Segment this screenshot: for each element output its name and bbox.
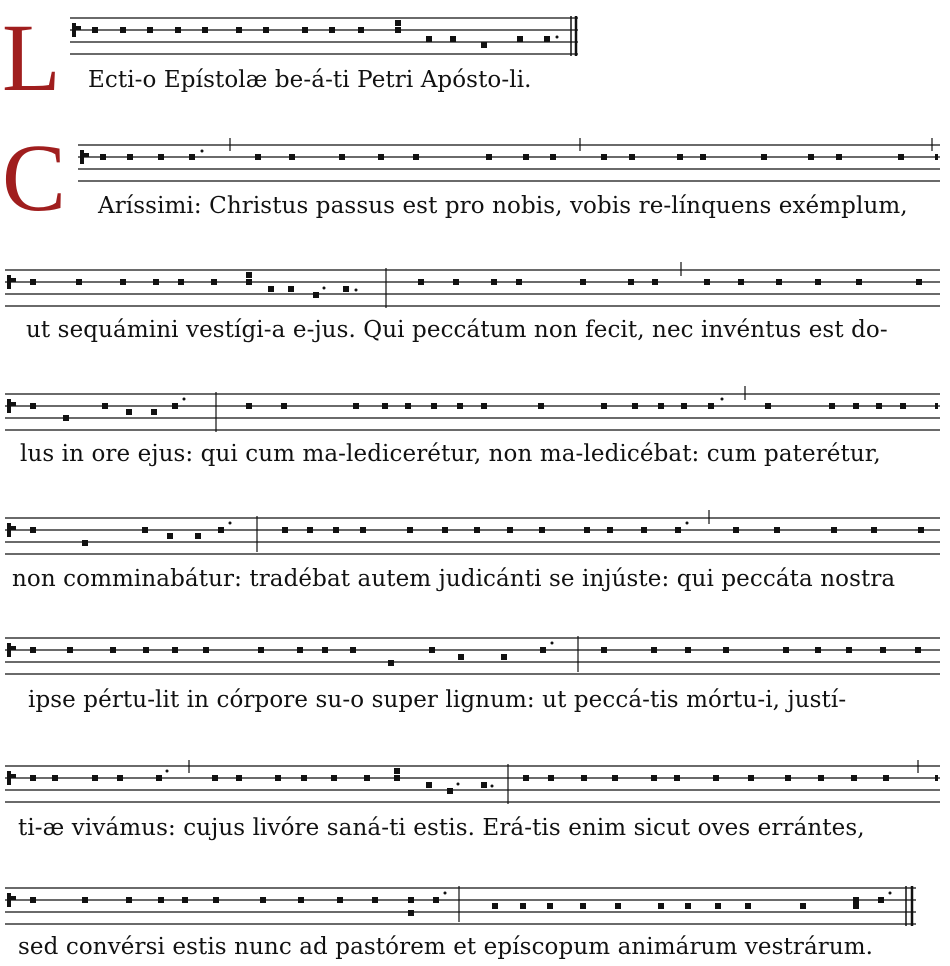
lyric-line-4: lus in ore ejus: qui cum ma-ledicerétur, non ma-ledicébat: cum paterétur,: [20, 441, 881, 467]
lyric-line-6: ipse pértu-lit in córpore su-o super lignum: ut peccá-tis mórtu-i, justí-: [28, 687, 847, 713]
staff-8: [5, 886, 916, 926]
staff-6: [5, 636, 940, 674]
staff-5: [5, 510, 940, 554]
drop-cap-initial-l: L: [2, 4, 61, 111]
staff-7: [5, 760, 940, 804]
drop-cap-initial-c: C: [2, 124, 67, 231]
staff-4: [5, 386, 940, 432]
lyric-line-2: Aríssimi: Christus passus est pro nobis, vobis re-línquens exémplum,: [98, 193, 908, 219]
staff-3: [5, 262, 940, 308]
lyric-line-5: non comminabátur: tradébat autem judicánti se injúste: qui peccáta nostra: [12, 566, 896, 592]
lyric-line-8: sed convérsi estis nunc ad pastórem et epíscopum animárum vestrárum.: [18, 934, 874, 960]
lyric-line-7: ti-æ vivámus: cujus livóre saná-ti estis. Erá-tis enim sicut oves errántes,: [18, 815, 865, 841]
lyric-line-3: ut sequámini vestígi-a e-jus. Qui peccátum non fecit, nec invéntus est do-: [26, 317, 888, 343]
staff-1: [70, 16, 578, 56]
staff-2: [78, 138, 940, 181]
lyric-line-1: Ecti-o Epístolæ be-á-ti Petri Apósto-li.: [88, 67, 532, 93]
